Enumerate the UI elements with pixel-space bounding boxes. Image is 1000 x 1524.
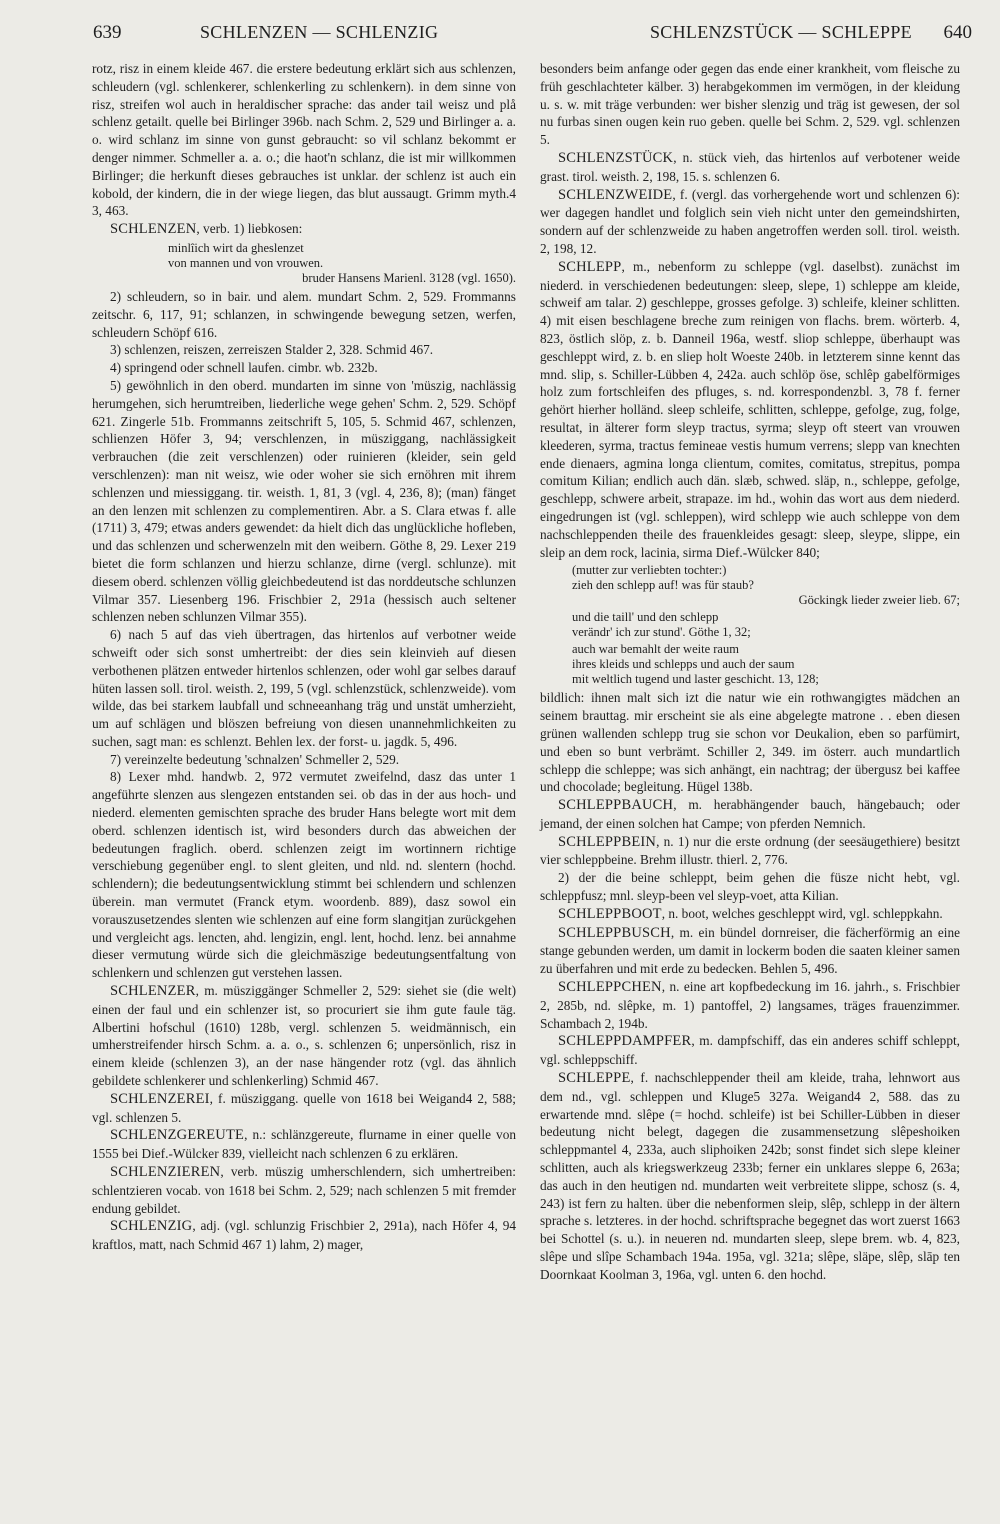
entry-headword: SCHLEPPBEIN — [558, 833, 657, 850]
dictionary-entry: SCHLENZIG, adj. (vgl. schlunzig Frischbier 2, 291a), nach Höfer 4, 94 kraftlos, matt, nach Schmid 467 1) lahm, 2) mager, — [92, 1218, 516, 1253]
entry-headword: SCHLEPPDAMPFER — [558, 1033, 692, 1050]
running-head-left: SCHLENZEN — SCHLENZIG — [200, 22, 439, 42]
entry-headword: SCHLENZEREI — [110, 1090, 210, 1107]
sense-paragraph: 6) nach 5 auf das vieh übertragen, das hirtenlos auf verbotner weide schweift oder sich sonst umhertreibt: der dies sein kleinvieh auf diesen verbothenen plätzen entweder hirtenlos schlenzen, oder wohl gar selbes darauf hüten lassen soll. tirol. weisth. 2, 199, 5 (vgl. schlenzstück, schlenzweide). vom wilde, das bei starkem laubfall und schneeanhang träg und unstät umherzieht, um auf schlägen und blöszen befreiung von diesen unannehmlichkeiten zu suchen, sagt man: es schlenzt. Behlen lex. der forst- u. jagdk. 5, 496. — [92, 627, 516, 749]
entry-headword: SCHLENZEN — [110, 221, 197, 238]
dictionary-entry: SCHLENZWEIDE, f. (vergl. das vorhergehende wort und schlenzen 6): wer dagegen handlet und folglich sein vieh nicht unter den gemeindshirten, sondern auf der schlenzweide zu haben angetroffen werden soll. tirol. weisth. 2, 198, 12. — [540, 186, 960, 256]
entry-headword: SCHLEPPCHEN — [558, 979, 662, 996]
verse-line: von mannen und von vrouwen. — [168, 255, 324, 270]
dictionary-entry: SCHLEPPCHEN, n. eine art kopfbedeckung im 16. jahrh., s. Frischbier 2, 285b, nd. slêpke, m. 1) pantoffel, 2) langsames, träges frauenzimmer. Schambach 2, 194b. — [540, 979, 960, 1031]
sense-paragraph: 4) springend oder schnell laufen. cimbr. wb. 232b. — [110, 360, 378, 376]
verse-quotation — [168, 241, 516, 286]
entry-headword: SCHLEPPE — [558, 1070, 631, 1087]
sense-paragraph: 3) schlenzen, reiszen, zerreiszen Stalder 2, 328. Schmid 467. — [110, 342, 434, 358]
left-column — [92, 60, 516, 1254]
sense-paragraph: 8) Lexer mhd. handwb. 2, 972 vermutet zweifelnd, dasz das unter 1 angeführte slenzen aus slengezen entstanden sei. ob das in der aus hoch- und niederd. elementen gemischten sprache des bruder Hans belegte wort mit dem oberd. schlenzen identisch ist, wird besonders durch das abweichen der bedeutungen fraglich. oberd. schlenzen zeigt im wortinnern richtige verschiebung gegenüber engl. to slent gleiten, und nld. nd. slentern (hochd. schlendern); die bedeutungsentwicklung stimmt bei schlendern und schlenzen überein. man vermutet (Franck etym. woordenb. 889), dasz sowol ein vorauszusetzendes slenten wie schlenzen auf eine form slangitjan zurückgehen und vergleicht ags. lencten, ahd. lengizin, engl. lent, hochd. lenz. bei annahme dieser vermutung würde sich die gleichmäszige bedeutungsentfaltung von schlenkern und schlenzen gut verstehen lassen. — [92, 769, 516, 981]
right-column — [540, 60, 960, 1284]
dictionary-entry: SCHLENZEN, verb. 1) liebkosen: — [110, 221, 303, 238]
verse-quotation — [572, 610, 960, 640]
entry-headword: SCHLEPPBOOT — [558, 905, 662, 922]
continued-text: rotz, risz in einem kleide 467. die erstere bedeutung erklärt sich aus schlenzen, schleudern (vgl. schlenkerer, schlenkerling zu schlenkern). in dem sinne von risz, streifen wol auch in heraldischer sprache: das ander tail weisz und plå schlenz getailt. quelle bei Birlinger 396b. nach Schm. 2, 529 und Birlinger a. a. o. wird schlanz im sinne von gunst gebraucht: so vil schlanz bekommt er denger nimmer. Schmeller a. a. o.; die haot'n schlanz, die ist mir willkommen Birlinger; die herkunft dieses gebrauches ist unklar. der schlenz ist auch ein kobold, der kindern, die in der wiege liegen, das blut aussaugt. Grimm myth.4 3, 463. — [92, 61, 516, 219]
running-header — [0, 22, 1000, 52]
continued-text: bildlich: ihnen malt sich izt die natur wie ein rothwangigtes mädchen an seinem brauttag. mir erscheint sie als eine abgelegte matrone . . eben diesen grünen wallenden schlepp trug sie schon vor Deukalion, eben so parfümirt, und eben so bunt verbrämt. Schiller 2, 349. im österr. auch mundartlich schlepp die schleppe; was sich anhängt, ein nachtrag; der übergusz bei kaffee und chocolade; begleitung. Hügel 138b. — [540, 690, 960, 795]
verse-line: ihres kleids und schlepps und auch der saum — [572, 657, 795, 672]
page-number-right: 640 — [943, 22, 972, 43]
dictionary-entry: SCHLENZGEREUTE, n.: schlänzgereute, flurname in einer quelle von 1555 bei Dief.-Wülcker 839, vielleicht nach schlenzen 6 zu erklären. — [92, 1127, 516, 1162]
sense-paragraph: 7) vereinzelte bedeutung 'schnalzen' Schmeller 2, 529. — [110, 751, 400, 767]
verse-source: bruder Hansens Marienl. 3128 (vgl. 1650). — [302, 270, 516, 285]
verse-line: mit weltlich tugend und laster geschicht. 13, 128; — [572, 672, 819, 687]
verse-line: zieh den schlepp auf! was für staub? — [572, 578, 754, 593]
running-head-right: SCHLENZSTÜCK — SCHLEPPE — [650, 22, 912, 42]
dictionary-entry: SCHLEPPE, f. nachschleppender theil am kleide, traha, lehnwort aus dem nd., vgl. schleppen und Kluge5 327a. Weigand4 2, 588. das zu erwartende mnd. slêpe (= hochd. schleife) ist bei Schiller-Lübben in dieser bedeutung nicht belegt, dagegen die zusammensetzung slêpeshoiken schleppmantel 4, 233a, auch sliphoiken 242b; sonst findet sich slepe kleiner schlitten, auch als kriegswerkzeug 233b; ferner ein unklares sleppe 6, 263a; das auch in den heutigen nd. mundarten weit verbreitete slippe, schosz (s. 4, 243) ist fern zu halten. über die nebenformen sleip, slêp, schlepp in der ältern sprache s. letzteres. in der hochd. schriftsprache begegnet das wort zuerst 1663 bei Schottel (s. u.). in neueren nd. mundarten sleep, slepe brem. wb. 4, 823, slêpe und slîpe Schambach 194a. 195a, vgl. 321a; slêpe, släpe, slêp, slāp ten Doornkaat Koolman 3, 196a, vgl. unten 6. den hochd. — [540, 1070, 960, 1282]
continued-text: besonders beim anfange oder gegen das ende einer krankheit, vom fleische zu früh geschlachteter kälber. 3) herabgekommen im vermögen, in der kleidung u. s. w. mit träge verbunden: wer bisher slenzig und träg ist gewesen, der sol nu furbas sinen ougen kein ruo geben. quelle bei Schm. 2, 529. vgl. schlenzen 5. — [540, 61, 960, 148]
sense-paragraph: 2) der die beine schleppt, beim gehen die füsze nicht hebt, vgl. schleppfusz; mnl. sleyp-been vel sleyp-voet, atta Kilian. — [540, 870, 960, 904]
sense-paragraph: 5) gewöhnlich in den oberd. mundarten im sinne von 'müszig, nachlässig herumgehen, sich herumtreiben, liederliche wege gehen' Schm. 2, 529. Schöpf 621. Zingerle 51b. Frommanns zeitschrift 5, 105, 5. Schmid 467, schlenzen, schlienzen Höfer 3, 94; verschlenzen, in müsziggang, nachlässigkeit verbrauchen (die zeit verschlenzen) oder ruinieren (kleider, sein geld verschlenzen): man nit weisz, wie oder woher sie sich ernöhren mit ihrem schlenzen und miessiggang. tir. weisth. 1, 81, 3 (vgl. 4, 236, 8); (man) fänget an den lenzen mit schlenzen zu complementiren. Abr. a S. Clara etwas f. alle (1711) 3, 479; etwas anders gewendet: da hielt dich das unglückliche hofleben, und das schlenzen und scherwenzeln mit den weibern. Göthe 8, 29. Lexer 219 bietet die form schlanzen und hierzu schlanze, dirne (vergl. schlunze). mit diesem oberd. schlenzen völlig gleichbedeutend ist das norddeutsche schlunzen Vilmar 357. Liesenberg 196. Frischbier 2, 291a (hessisch auch seltener schlenzen neben schlunzen Vilmar 355). — [92, 377, 516, 625]
verse-source: Göckingk lieder zweier lieb. 67; — [798, 593, 960, 608]
entry-headword: SCHLENZSTÜCK — [558, 149, 674, 166]
dictionary-entry: SCHLENZIEREN, verb. müszig umherschlendern, sich umhertreiben: schlentzieren vocab. von 1618 bei Schm. 2, 529; nach schlenzen 5 mit fremder endung gebildet. — [92, 1164, 516, 1216]
dictionary-entry: SCHLEPPBAUCH, m. herabhängender bauch, hängebauch; oder jemand, der einen solchen hat Campe; von pferden Nemnich. — [540, 797, 960, 831]
verse-quotation — [572, 642, 960, 687]
entry-headword: SCHLEPPBUSCH — [558, 924, 671, 941]
entry-headword: SCHLENZIG — [110, 1218, 193, 1235]
entry-headword: SCHLENZIEREN — [110, 1164, 221, 1181]
entry-headword: SCHLENZER — [110, 983, 196, 1000]
entry-headword: SCHLEPPBAUCH — [558, 797, 674, 814]
verse-quotation — [572, 563, 960, 608]
entry-headword: SCHLENZGEREUTE — [110, 1127, 245, 1144]
sense-paragraph: 2) schleudern, so in bair. und alem. mundart Schm. 2, 529. Frommanns zeitschr. 6, 117, 91; schlanzen, in schwingende bewegung setzen, werfen, schleudern Schöpf 616. — [92, 288, 516, 340]
dictionary-entry: SCHLENZEREI, f. müsziggang. quelle von 1618 bei Weigand4 2, 588; vgl. schlenzen 5. — [92, 1090, 516, 1125]
dictionary-entry: SCHLEPPBEIN, n. 1) nur die erste ordnung (der seesäugethiere) besitzt vier schleppbeine. Brehm illustr. thierl. 2, 776. — [540, 833, 960, 868]
verse-line: (mutter zur verliebten tochter:) — [572, 563, 727, 578]
verse-line: und die taill' und den schlepp — [572, 610, 719, 625]
entry-headword: SCHLEPP — [558, 258, 622, 275]
dictionary-entry: SCHLENZER, m. müsziggänger Schmeller 2, 529: siehet sie (die welt) einen der faul und ein schlenzer ist, so procuriert sie ihm gute faule täg. Albertini hofschul (1610) 128b, vergl. schlenzen 5. weidmännisch, ein umherstreifender hirsch Schm. a. a. o., s. schlenzen 6; unpersönlich, risz in einem kleide (schlenzen 3), an der nase hängender rotz (vgl. das ähnlich gebildete schlenkerer und schlenkerling) Schmid 467. — [92, 983, 516, 1089]
entry-headword: SCHLENZWEIDE — [558, 186, 673, 203]
dictionary-entry: SCHLEPP, m., nebenform zu schleppe (vgl. daselbst). zunächst im niederd. in verschiedenen bedeutungen: sleep, slepe, 1) schleppe am kleide, schweif am talar. 2) geschleppe, grosses gefolge. 3) schleife, kleiner schlitten. 4) mit eisen beschlagene breche zum reinigen von flachs. brem. wörterb. 4, 823, östlich slöp, z. b. Danneil 196a, westf. sliop schleppe, überhaupt was geschleppt wird, z. b. en sliep holt Woeste 240b. in letzterem sinne kennt das mnd. slip, s. Schiller-Lübben 4, 242a. auch schlöp öse, schlêp gabelförmiges holz zum fortschleifen des pfluges, s. nd. korrespondenzbl. 3, 78 f. ferner gehört hierher holländ. sleep schleife, schlitten, schleppe, gefolge, zug, folge, resultat, in älterer form sleyp tractus, syrma; sleyp oft steert van vrouwen kleederen, syrma, tractus femineae vestis humum verrens; slepp van knechten ende dienaers, agmina longa clientum, comites, comitatus, strepitus, pompa comitum Kilian; endlich auch dän. slæb, schwed. släp, n., schleppe, gefolge, geschlepp, schwere arbeit, strapaze. im hd., wohin das wort aus dem niederd. eingedrungen ist (vgl. schleppen), wird schlepp wie auch schleppe von dem nachschleppenden theile des frauenkleides gesagt: sleep, sleype, slippe, ein sleip an dem rock, lacinia, sirma Dief.-Wülcker 840; — [540, 258, 960, 560]
verse-line: auch war bemahlt der weite raum — [572, 642, 739, 657]
dictionary-entry: SCHLEPPDAMPFER, m. dampfschiff, das ein anderes schiff schleppt, vgl. schleppschiff. — [540, 1033, 960, 1068]
dictionary-entry: SCHLEPPBOOT, n. boot, welches geschleppt wird, vgl. schleppkahn. — [558, 905, 943, 922]
dictionary-entry: SCHLEPPBUSCH, m. ein bündel dornreiser, die fächerförmig an eine stange gebunden werden, um damit in lockerm boden die saaten kleiner samen zu überfahren und mit erde zu bedecken. Behlen 5, 496. — [540, 924, 960, 977]
verse-line: verändr' ich zur stund'. Göthe 1, 32; — [572, 625, 751, 640]
dictionary-entry: SCHLENZSTÜCK, n. stück vieh, das hirtenlos auf verbotener weide grast. tirol. weisth. 2, 198, 15. s. schlenzen 6. — [540, 149, 960, 184]
page-number-left: 639 — [93, 22, 122, 43]
verse-line: minlîich wirt da gheslenzet — [168, 240, 304, 255]
